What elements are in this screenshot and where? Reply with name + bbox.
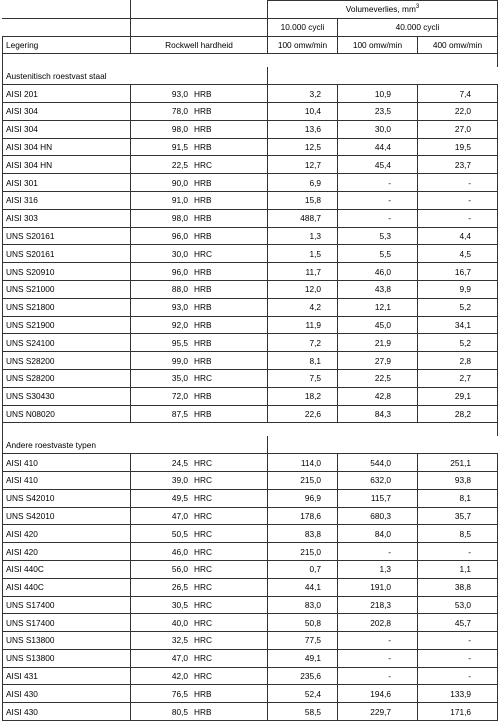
hardness-value: 91,0	[171, 195, 188, 206]
hardness-cell	[131, 614, 268, 632]
volume-loss-40k-400rpm: 4,5	[418, 245, 498, 263]
hardness-value: 96,0	[171, 230, 188, 241]
alloy-cell: AISI 304 HN	[3, 138, 131, 156]
hardness-cell	[131, 369, 268, 387]
volume-loss-40k-400rpm: 251,1	[418, 454, 498, 472]
cycles-10k-header: 10.000 cycli	[268, 18, 338, 36]
volume-loss-10k-100rpm: 1,5	[268, 245, 338, 263]
volume-loss-40k-100rpm: 30,0	[338, 120, 418, 138]
table-row	[3, 85, 498, 103]
hardness-unit: HRC	[194, 653, 212, 664]
section-title: Austenitisch roestvast staal	[3, 67, 268, 85]
hardness-value: 90,0	[171, 177, 188, 188]
hardness-cell	[131, 507, 268, 525]
alloy-cell: UNS S13800	[3, 649, 131, 667]
volume-loss-10k-100rpm: 50,8	[268, 614, 338, 632]
alloy-cell: AISI 431	[3, 667, 131, 685]
volume-loss-40k-400rpm: 28,2	[418, 405, 498, 423]
table-row	[3, 334, 498, 352]
volume-loss-40k-100rpm: 27,9	[338, 352, 418, 370]
volume-loss-40k-400rpm: 133,9	[418, 685, 498, 703]
spacer-row	[3, 423, 498, 436]
alloy-cell: AISI 410	[3, 471, 131, 489]
alloy-cell: UNS S28200	[3, 352, 131, 370]
rpm-100b-column-header: 100 omw/min	[338, 36, 418, 54]
hardness-cell	[131, 263, 268, 281]
volume-loss-40k-400rpm: -	[418, 632, 498, 650]
table-row	[3, 387, 498, 405]
hardness-unit: HRB	[194, 319, 212, 330]
table-row	[3, 263, 498, 281]
hardness-unit: HRB	[194, 284, 212, 295]
volume-loss-40k-100rpm: 23,5	[338, 102, 418, 120]
volume-loss-40k-100rpm: 115,7	[338, 489, 418, 507]
hardness-cell	[131, 316, 268, 334]
wear-volume-table	[2, 0, 498, 721]
hardness-value: 46,0	[171, 546, 188, 557]
volume-loss-10k-100rpm: 6,9	[268, 174, 338, 192]
volume-loss-40k-100rpm: 45,4	[338, 156, 418, 174]
hardness-value: 30,5	[171, 599, 188, 610]
alloy-cell: UNS S21000	[3, 280, 131, 298]
hardness-unit: HRC	[194, 635, 212, 646]
hardness-cell	[131, 685, 268, 703]
hardness-value: 56,0	[171, 564, 188, 575]
volume-loss-40k-400rpm: 16,7	[418, 263, 498, 281]
volume-loss-10k-100rpm: 8,1	[268, 352, 338, 370]
volume-loss-40k-400rpm: 5,2	[418, 298, 498, 316]
hardness-value: 39,0	[171, 475, 188, 486]
alloy-cell: AISI 430	[3, 703, 131, 721]
volume-loss-40k-400rpm: 8,5	[418, 525, 498, 543]
volume-loss-40k-400rpm: 53,0	[418, 596, 498, 614]
volume-loss-40k-400rpm: 45,7	[418, 614, 498, 632]
hardness-cell	[131, 138, 268, 156]
volume-loss-40k-400rpm: -	[418, 191, 498, 209]
alloy-cell: AISI 410	[3, 454, 131, 472]
volume-loss-40k-100rpm: 632,0	[338, 471, 418, 489]
volume-loss-40k-400rpm: -	[418, 649, 498, 667]
spacer-row	[3, 54, 498, 67]
volume-loss-40k-100rpm: 43,8	[338, 280, 418, 298]
volume-loss-10k-100rpm: 1,3	[268, 227, 338, 245]
hardness-unit: HRB	[194, 141, 212, 152]
volume-loss-10k-100rpm: 3,2	[268, 85, 338, 103]
hardness-unit: HRB	[194, 106, 212, 117]
header-row-cycles	[3, 18, 498, 36]
table-row	[3, 316, 498, 334]
volume-loss-40k-400rpm: -	[418, 174, 498, 192]
alloy-cell: AISI 304	[3, 120, 131, 138]
volume-loss-40k-400rpm: 9,9	[418, 280, 498, 298]
hardness-cell	[131, 525, 268, 543]
hardness-cell	[131, 334, 268, 352]
alloy-cell: AISI 440C	[3, 560, 131, 578]
hardness-cell	[131, 209, 268, 227]
hardness-unit: HRB	[194, 337, 212, 348]
hardness-value: 24,5	[171, 457, 188, 468]
volume-loss-40k-100rpm: 5,5	[338, 245, 418, 263]
volume-loss-40k-400rpm: 35,7	[418, 507, 498, 525]
hardness-value: 32,5	[171, 635, 188, 646]
volume-loss-10k-100rpm: 96,9	[268, 489, 338, 507]
table-row	[3, 405, 498, 423]
rpm-100a-column-header: 100 omw/min	[268, 36, 338, 54]
hardness-value: 50,5	[171, 528, 188, 539]
volume-loss-40k-100rpm: 1,3	[338, 560, 418, 578]
hardness-value: 91,5	[171, 141, 188, 152]
table-row	[3, 507, 498, 525]
alloy-cell: AISI 430	[3, 685, 131, 703]
volume-loss-10k-100rpm: 58,5	[268, 703, 338, 721]
hardness-value: 93,0	[171, 302, 188, 313]
volume-loss-40k-100rpm: 84,3	[338, 405, 418, 423]
alloy-cell: AISI 420	[3, 525, 131, 543]
hardness-value: 87,5	[171, 408, 188, 419]
volume-loss-10k-100rpm: 15,8	[268, 191, 338, 209]
table-row	[3, 102, 498, 120]
alloy-cell: UNS S20161	[3, 245, 131, 263]
hardness-value: 47,0	[171, 653, 188, 664]
hardness-value: 93,0	[171, 88, 188, 99]
volume-loss-40k-400rpm: 19,5	[418, 138, 498, 156]
volume-loss-10k-100rpm: 114,0	[268, 454, 338, 472]
volume-loss-header: Volumeverlies, $mm^3$	[268, 1, 498, 19]
alloy-cell: AISI 301	[3, 174, 131, 192]
alloy-column-header: Legering	[3, 36, 131, 54]
data-table-container	[2, 0, 497, 721]
hardness-cell	[131, 227, 268, 245]
volume-loss-40k-400rpm: 38,8	[418, 578, 498, 596]
alloy-cell: UNS S17400	[3, 596, 131, 614]
hardness-column-header: Rockwell hardheid	[131, 36, 268, 54]
hardness-unit: HRB	[194, 266, 212, 277]
hardness-cell	[131, 85, 268, 103]
table-row	[3, 489, 498, 507]
volume-loss-40k-400rpm: 1,1	[418, 560, 498, 578]
hardness-value: 35,0	[171, 373, 188, 384]
hardness-cell	[131, 543, 268, 561]
volume-loss-10k-100rpm: 11,7	[268, 263, 338, 281]
volume-loss-40k-100rpm: -	[338, 209, 418, 227]
volume-loss-40k-100rpm: 202,8	[338, 614, 418, 632]
hardness-unit: HRB	[194, 213, 212, 224]
hardness-unit: HRB	[194, 177, 212, 188]
table-row	[3, 138, 498, 156]
hardness-cell	[131, 191, 268, 209]
hardness-unit: HRC	[194, 475, 212, 486]
table-row	[3, 596, 498, 614]
volume-loss-40k-400rpm: 23,7	[418, 156, 498, 174]
alloy-cell: AISI 420	[3, 543, 131, 561]
table-row	[3, 649, 498, 667]
hardness-cell	[131, 120, 268, 138]
hardness-cell	[131, 471, 268, 489]
hardness-unit: HRB	[194, 688, 212, 699]
volume-loss-10k-100rpm: 77,5	[268, 632, 338, 650]
volume-loss-40k-100rpm: 5,3	[338, 227, 418, 245]
alloy-cell: UNS S42010	[3, 489, 131, 507]
table-row	[3, 667, 498, 685]
table-row	[3, 209, 498, 227]
volume-loss-10k-100rpm: 18,2	[268, 387, 338, 405]
hardness-value: 88,0	[171, 284, 188, 295]
hardness-unit: HRB	[194, 391, 212, 402]
hardness-unit: HRB	[194, 706, 212, 717]
table-row	[3, 525, 498, 543]
table-row	[3, 352, 498, 370]
volume-loss-10k-100rpm: 488,7	[268, 209, 338, 227]
alloy-cell: AISI 316	[3, 191, 131, 209]
table-row	[3, 632, 498, 650]
volume-loss-40k-100rpm: 191,0	[338, 578, 418, 596]
alloy-cell: UNS S20161	[3, 227, 131, 245]
volume-loss-40k-100rpm: 229,7	[338, 703, 418, 721]
hardness-value: 95,5	[171, 337, 188, 348]
hardness-unit: HRC	[194, 617, 212, 628]
alloy-cell: UNS S21800	[3, 298, 131, 316]
table-row	[3, 245, 498, 263]
hardness-cell	[131, 667, 268, 685]
volume-loss-40k-400rpm: 2,8	[418, 352, 498, 370]
table-row	[3, 156, 498, 174]
hardness-cell	[131, 578, 268, 596]
table-row	[3, 454, 498, 472]
hardness-unit: HRB	[194, 195, 212, 206]
volume-loss-10k-100rpm: 11,9	[268, 316, 338, 334]
hardness-cell	[131, 596, 268, 614]
hardness-unit: HRC	[194, 159, 212, 170]
volume-loss-10k-100rpm: 52,4	[268, 685, 338, 703]
volume-loss-40k-400rpm: 5,2	[418, 334, 498, 352]
hardness-value: 47,0	[171, 510, 188, 521]
alloy-cell: UNS N08020	[3, 405, 131, 423]
volume-loss-40k-100rpm: -	[338, 649, 418, 667]
volume-loss-10k-100rpm: 22,6	[268, 405, 338, 423]
volume-loss-10k-100rpm: 235,6	[268, 667, 338, 685]
volume-loss-10k-100rpm: 83,0	[268, 596, 338, 614]
hardness-value: 99,0	[171, 355, 188, 366]
hardness-cell	[131, 298, 268, 316]
volume-loss-10k-100rpm: 12,5	[268, 138, 338, 156]
volume-loss-40k-100rpm: 12,1	[338, 298, 418, 316]
table-row	[3, 298, 498, 316]
volume-loss-10k-100rpm: 4,2	[268, 298, 338, 316]
hardness-value: 42,0	[171, 671, 188, 682]
hardness-cell	[131, 245, 268, 263]
table-row	[3, 369, 498, 387]
hardness-unit: HRC	[194, 457, 212, 468]
hardness-value: 72,0	[171, 391, 188, 402]
hardness-unit: HRC	[194, 671, 212, 682]
volume-loss-10k-100rpm: 7,5	[268, 369, 338, 387]
volume-loss-10k-100rpm: 12,7	[268, 156, 338, 174]
volume-loss-40k-400rpm: 171,6	[418, 703, 498, 721]
table-row	[3, 685, 498, 703]
alloy-cell: AISI 201	[3, 85, 131, 103]
volume-loss-10k-100rpm: 49,1	[268, 649, 338, 667]
volume-loss-10k-100rpm: 13,6	[268, 120, 338, 138]
volume-loss-40k-100rpm: 42,8	[338, 387, 418, 405]
alloy-cell: AISI 304 HN	[3, 156, 131, 174]
volume-loss-10k-100rpm: 215,0	[268, 543, 338, 561]
hardness-value: 80,5	[171, 706, 188, 717]
volume-loss-40k-100rpm: 22,5	[338, 369, 418, 387]
table-row	[3, 543, 498, 561]
volume-loss-10k-100rpm: 44,1	[268, 578, 338, 596]
volume-loss-40k-400rpm: 8,1	[418, 489, 498, 507]
table-row	[3, 578, 498, 596]
volume-loss-10k-100rpm: 83,8	[268, 525, 338, 543]
volume-loss-40k-400rpm: -	[418, 667, 498, 685]
hardness-cell	[131, 649, 268, 667]
hardness-value: 92,0	[171, 319, 188, 330]
volume-loss-40k-400rpm: 93,8	[418, 471, 498, 489]
alloy-cell: UNS S30430	[3, 387, 131, 405]
header-row-group	[3, 1, 498, 19]
volume-loss-40k-100rpm: 194,6	[338, 685, 418, 703]
hardness-unit: HRB	[194, 230, 212, 241]
table-row	[3, 471, 498, 489]
volume-loss-40k-100rpm: 21,9	[338, 334, 418, 352]
hardness-unit: HRB	[194, 302, 212, 313]
volume-loss-10k-100rpm: 215,0	[268, 471, 338, 489]
hardness-cell	[131, 454, 268, 472]
hardness-unit: HRC	[194, 493, 212, 504]
volume-loss-40k-100rpm: -	[338, 632, 418, 650]
volume-loss-40k-400rpm: -	[418, 209, 498, 227]
alloy-cell: AISI 304	[3, 102, 131, 120]
hardness-unit: HRC	[194, 528, 212, 539]
volume-loss-40k-400rpm: -	[418, 543, 498, 561]
alloy-cell: AISI 440C	[3, 578, 131, 596]
hardness-value: 40,0	[171, 617, 188, 628]
volume-loss-40k-400rpm: 22,0	[418, 102, 498, 120]
hardness-cell	[131, 156, 268, 174]
volume-loss-40k-400rpm: 29,1	[418, 387, 498, 405]
hardness-unit: HRB	[194, 88, 212, 99]
table-row	[3, 614, 498, 632]
volume-loss-40k-100rpm: 45,0	[338, 316, 418, 334]
hardness-cell	[131, 102, 268, 120]
volume-loss-10k-100rpm: 0,7	[268, 560, 338, 578]
volume-loss-40k-400rpm: 2,7	[418, 369, 498, 387]
volume-loss-40k-100rpm: 10,9	[338, 85, 418, 103]
table-row	[3, 120, 498, 138]
volume-loss-40k-400rpm: 34,1	[418, 316, 498, 334]
volume-loss-40k-400rpm: 27,0	[418, 120, 498, 138]
hardness-unit: HRC	[194, 510, 212, 521]
table-row	[3, 280, 498, 298]
hardness-unit: HRC	[194, 582, 212, 593]
hardness-cell	[131, 280, 268, 298]
volume-loss-40k-100rpm: 680,3	[338, 507, 418, 525]
alloy-cell: AISI 303	[3, 209, 131, 227]
volume-loss-40k-100rpm: -	[338, 174, 418, 192]
volume-loss-40k-100rpm: -	[338, 543, 418, 561]
volume-loss-40k-100rpm: -	[338, 191, 418, 209]
cycles-40k-header: 40.000 cycli	[338, 18, 498, 36]
hardness-unit: HRB	[194, 408, 212, 419]
hardness-cell	[131, 560, 268, 578]
section-title-row	[3, 67, 498, 85]
volume-loss-40k-400rpm: 7,4	[418, 85, 498, 103]
hardness-value: 76,5	[171, 688, 188, 699]
alloy-cell: UNS S21900	[3, 316, 131, 334]
header-row-columns	[3, 36, 498, 54]
section-title: Andere roestvaste typen	[3, 436, 268, 454]
hardness-value: 96,0	[171, 266, 188, 277]
volume-loss-40k-100rpm: 544,0	[338, 454, 418, 472]
volume-loss-40k-100rpm: 84,0	[338, 525, 418, 543]
hardness-unit: HRC	[194, 248, 212, 259]
table-row	[3, 560, 498, 578]
volume-loss-40k-100rpm: 218,3	[338, 596, 418, 614]
hardness-value: 26,5	[171, 582, 188, 593]
hardness-value: 30,0	[171, 248, 188, 259]
volume-loss-10k-100rpm: 12,0	[268, 280, 338, 298]
alloy-cell: UNS S28200	[3, 369, 131, 387]
volume-loss-40k-100rpm: 44,4	[338, 138, 418, 156]
hardness-value: 49,5	[171, 493, 188, 504]
hardness-cell	[131, 174, 268, 192]
hardness-unit: HRC	[194, 564, 212, 575]
hardness-unit: HRC	[194, 546, 212, 557]
volume-loss-10k-100rpm: 178,6	[268, 507, 338, 525]
hardness-cell	[131, 632, 268, 650]
hardness-unit: HRB	[194, 124, 212, 135]
volume-loss-40k-100rpm: -	[338, 667, 418, 685]
hardness-cell	[131, 489, 268, 507]
alloy-cell: UNS S13800	[3, 632, 131, 650]
hardness-value: 78,0	[171, 106, 188, 117]
hardness-value: 98,0	[171, 213, 188, 224]
table-row	[3, 191, 498, 209]
hardness-unit: HRC	[194, 373, 212, 384]
volume-loss-10k-100rpm: 10,4	[268, 102, 338, 120]
table-row	[3, 174, 498, 192]
hardness-value: 98,0	[171, 124, 188, 135]
alloy-cell: UNS S24100	[3, 334, 131, 352]
table-body	[3, 54, 498, 721]
hardness-cell	[131, 352, 268, 370]
alloy-cell: UNS S20910	[3, 263, 131, 281]
hardness-cell	[131, 703, 268, 721]
section-title-row	[3, 436, 498, 454]
volume-loss-10k-100rpm: 7,2	[268, 334, 338, 352]
volume-loss-40k-100rpm: 46,0	[338, 263, 418, 281]
hardness-unit: HRB	[194, 355, 212, 366]
table-row	[3, 703, 498, 721]
hardness-unit: HRC	[194, 599, 212, 610]
hardness-cell	[131, 405, 268, 423]
hardness-value: 22,5	[171, 159, 188, 170]
rpm-400-column-header: 400 omw/min	[418, 36, 498, 54]
volume-loss-40k-400rpm: 4,4	[418, 227, 498, 245]
alloy-cell: UNS S42010	[3, 507, 131, 525]
alloy-cell: UNS S17400	[3, 614, 131, 632]
hardness-cell	[131, 387, 268, 405]
table-row	[3, 227, 498, 245]
